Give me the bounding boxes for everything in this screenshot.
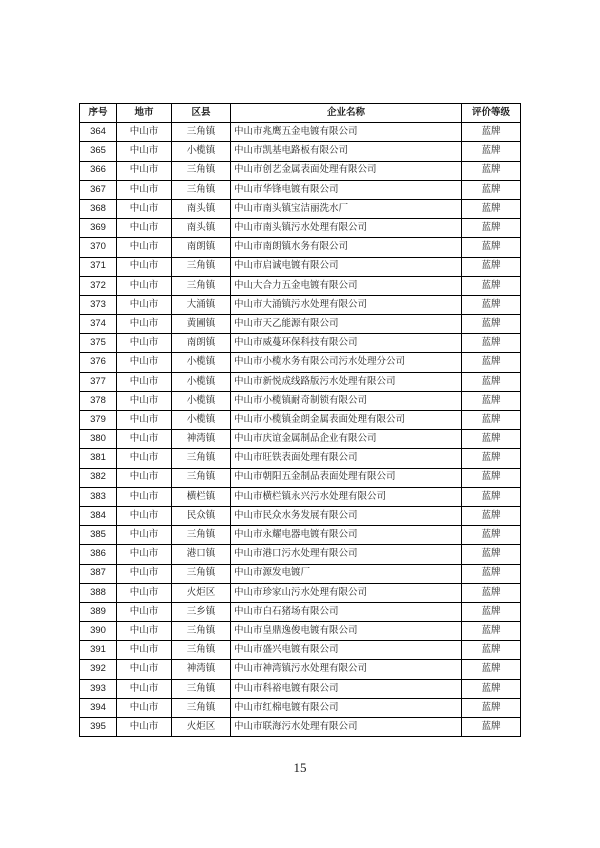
cell-no: 367	[80, 180, 117, 199]
cell-grade: 蓝牌	[462, 199, 521, 218]
cell-no: 368	[80, 199, 117, 218]
column-header-company: 企业名称	[231, 104, 462, 123]
cell-district: 三角镇	[172, 698, 231, 717]
cell-company: 中山市创艺金属表面处理有限公司	[231, 161, 462, 180]
table-row	[80, 142, 521, 161]
table-row	[80, 506, 521, 525]
table-row	[80, 698, 521, 717]
cell-grade: 蓝牌	[462, 718, 521, 737]
cell-company: 中山市皇鼎逸俊电镀有限公司	[231, 622, 462, 641]
cell-city: 中山市	[117, 660, 172, 679]
table-row	[80, 679, 521, 698]
table-row	[80, 660, 521, 679]
cell-city: 中山市	[117, 602, 172, 621]
cell-no: 386	[80, 545, 117, 564]
cell-no: 395	[80, 718, 117, 737]
cell-company: 中山市永耀电器电镀有限公司	[231, 526, 462, 545]
cell-company: 中山市盛兴电镀有限公司	[231, 641, 462, 660]
table-row	[80, 123, 521, 142]
cell-district: 三角镇	[172, 449, 231, 468]
cell-district: 三角镇	[172, 276, 231, 295]
table-header-row	[80, 104, 521, 123]
cell-grade: 蓝牌	[462, 391, 521, 410]
cell-company: 中山市南头镇宝洁丽洗水厂	[231, 199, 462, 218]
cell-district: 神湾镇	[172, 430, 231, 449]
table-row	[80, 161, 521, 180]
cell-no: 377	[80, 372, 117, 391]
cell-city: 中山市	[117, 411, 172, 430]
cell-grade: 蓝牌	[462, 641, 521, 660]
cell-company: 中山市小榄镇金朗金属表面处理有限公司	[231, 411, 462, 430]
cell-grade: 蓝牌	[462, 468, 521, 487]
cell-no: 376	[80, 353, 117, 372]
cell-city: 中山市	[117, 295, 172, 314]
table-row	[80, 526, 521, 545]
cell-no: 380	[80, 430, 117, 449]
cell-company: 中山市启诚电镀有限公司	[231, 257, 462, 276]
cell-no: 366	[80, 161, 117, 180]
cell-company: 中山市兆鹰五金电镀有限公司	[231, 123, 462, 142]
cell-grade: 蓝牌	[462, 602, 521, 621]
cell-city: 中山市	[117, 526, 172, 545]
table-row	[80, 564, 521, 583]
cell-company: 中山市华锋电镀有限公司	[231, 180, 462, 199]
cell-company: 中山市小榄水务有限公司污水处理分公司	[231, 353, 462, 372]
cell-grade: 蓝牌	[462, 238, 521, 257]
table-row	[80, 468, 521, 487]
cell-grade: 蓝牌	[462, 487, 521, 506]
cell-district: 三角镇	[172, 257, 231, 276]
cell-company: 中山大合力五金电镀有限公司	[231, 276, 462, 295]
cell-grade: 蓝牌	[462, 372, 521, 391]
cell-grade: 蓝牌	[462, 430, 521, 449]
cell-company: 中山市红棉电镀有限公司	[231, 698, 462, 717]
table-row	[80, 641, 521, 660]
cell-city: 中山市	[117, 622, 172, 641]
cell-city: 中山市	[117, 257, 172, 276]
table-row	[80, 257, 521, 276]
cell-grade: 蓝牌	[462, 161, 521, 180]
cell-district: 三角镇	[172, 468, 231, 487]
cell-district: 三角镇	[172, 161, 231, 180]
cell-district: 黄圃镇	[172, 315, 231, 334]
cell-district: 小榄镇	[172, 142, 231, 161]
cell-grade: 蓝牌	[462, 660, 521, 679]
cell-no: 389	[80, 602, 117, 621]
table-row	[80, 276, 521, 295]
cell-no: 374	[80, 315, 117, 334]
cell-no: 364	[80, 123, 117, 142]
cell-company: 中山市旺铁表面处理有限公司	[231, 449, 462, 468]
cell-city: 中山市	[117, 219, 172, 238]
table-row	[80, 372, 521, 391]
cell-city: 中山市	[117, 718, 172, 737]
cell-grade: 蓝牌	[462, 411, 521, 430]
cell-city: 中山市	[117, 180, 172, 199]
cell-company: 中山市凯基电路板有限公司	[231, 142, 462, 161]
cell-city: 中山市	[117, 506, 172, 525]
cell-grade: 蓝牌	[462, 353, 521, 372]
cell-no: 375	[80, 334, 117, 353]
cell-company: 中山市南朗镇水务有限公司	[231, 238, 462, 257]
cell-grade: 蓝牌	[462, 142, 521, 161]
cell-district: 三角镇	[172, 622, 231, 641]
table-row	[80, 180, 521, 199]
rating-table	[79, 103, 521, 737]
table-row	[80, 334, 521, 353]
cell-city: 中山市	[117, 641, 172, 660]
column-header-grade: 评价等级	[462, 104, 521, 123]
cell-no: 388	[80, 583, 117, 602]
cell-no: 369	[80, 219, 117, 238]
cell-grade: 蓝牌	[462, 449, 521, 468]
cell-no: 381	[80, 449, 117, 468]
table-row	[80, 449, 521, 468]
table-row	[80, 353, 521, 372]
cell-no: 385	[80, 526, 117, 545]
cell-city: 中山市	[117, 334, 172, 353]
cell-company: 中山市民众水务发展有限公司	[231, 506, 462, 525]
cell-district: 南朗镇	[172, 334, 231, 353]
cell-no: 394	[80, 698, 117, 717]
cell-district: 大涌镇	[172, 295, 231, 314]
cell-city: 中山市	[117, 449, 172, 468]
cell-no: 384	[80, 506, 117, 525]
cell-district: 小榄镇	[172, 372, 231, 391]
cell-grade: 蓝牌	[462, 315, 521, 334]
cell-company: 中山市白石猪场有限公司	[231, 602, 462, 621]
table-row	[80, 430, 521, 449]
cell-city: 中山市	[117, 430, 172, 449]
cell-city: 中山市	[117, 315, 172, 334]
cell-district: 港口镇	[172, 545, 231, 564]
cell-grade: 蓝牌	[462, 276, 521, 295]
table-row	[80, 487, 521, 506]
cell-city: 中山市	[117, 123, 172, 142]
cell-grade: 蓝牌	[462, 506, 521, 525]
cell-company: 中山市科裕电镀有限公司	[231, 679, 462, 698]
cell-no: 390	[80, 622, 117, 641]
cell-company: 中山市神湾镇污水处理有限公司	[231, 660, 462, 679]
cell-city: 中山市	[117, 698, 172, 717]
cell-company: 中山市港口污水处理有限公司	[231, 545, 462, 564]
table-row	[80, 411, 521, 430]
cell-company: 中山市威蔓环保科技有限公司	[231, 334, 462, 353]
cell-no: 370	[80, 238, 117, 257]
cell-city: 中山市	[117, 487, 172, 506]
cell-no: 387	[80, 564, 117, 583]
cell-city: 中山市	[117, 372, 172, 391]
cell-district: 神湾镇	[172, 660, 231, 679]
table-row	[80, 295, 521, 314]
cell-grade: 蓝牌	[462, 698, 521, 717]
cell-district: 三角镇	[172, 180, 231, 199]
cell-no: 382	[80, 468, 117, 487]
cell-grade: 蓝牌	[462, 123, 521, 142]
cell-company: 中山市珍家山污水处理有限公司	[231, 583, 462, 602]
cell-no: 393	[80, 679, 117, 698]
table-row	[80, 602, 521, 621]
cell-city: 中山市	[117, 564, 172, 583]
table-row	[80, 583, 521, 602]
cell-district: 三乡镇	[172, 602, 231, 621]
cell-company: 中山市源发电镀厂	[231, 564, 462, 583]
cell-no: 365	[80, 142, 117, 161]
cell-district: 南头镇	[172, 199, 231, 218]
cell-city: 中山市	[117, 545, 172, 564]
column-header-district: 区县	[172, 104, 231, 123]
cell-no: 378	[80, 391, 117, 410]
cell-district: 南头镇	[172, 219, 231, 238]
table-row	[80, 718, 521, 737]
cell-city: 中山市	[117, 583, 172, 602]
cell-city: 中山市	[117, 238, 172, 257]
cell-company: 中山市小榄镇耐奇制锁有限公司	[231, 391, 462, 410]
cell-grade: 蓝牌	[462, 295, 521, 314]
cell-district: 民众镇	[172, 506, 231, 525]
cell-no: 379	[80, 411, 117, 430]
cell-district: 三角镇	[172, 123, 231, 142]
cell-city: 中山市	[117, 199, 172, 218]
cell-city: 中山市	[117, 161, 172, 180]
column-header-no: 序号	[80, 104, 117, 123]
table-row	[80, 315, 521, 334]
cell-no: 372	[80, 276, 117, 295]
cell-district: 火炬区	[172, 718, 231, 737]
cell-company: 中山市朝阳五金制品表面处理有限公司	[231, 468, 462, 487]
table-row	[80, 219, 521, 238]
table-row	[80, 238, 521, 257]
cell-district: 火炬区	[172, 583, 231, 602]
cell-district: 三角镇	[172, 641, 231, 660]
cell-grade: 蓝牌	[462, 180, 521, 199]
cell-company: 中山市大涌镇污水处理有限公司	[231, 295, 462, 314]
cell-city: 中山市	[117, 142, 172, 161]
cell-grade: 蓝牌	[462, 622, 521, 641]
table-row	[80, 391, 521, 410]
table-row	[80, 545, 521, 564]
cell-district: 南朗镇	[172, 238, 231, 257]
cell-grade: 蓝牌	[462, 257, 521, 276]
cell-grade: 蓝牌	[462, 679, 521, 698]
cell-grade: 蓝牌	[462, 545, 521, 564]
table-row	[80, 622, 521, 641]
page-number: 15	[293, 760, 307, 775]
cell-company: 中山市庆谊金属制品企业有限公司	[231, 430, 462, 449]
cell-grade: 蓝牌	[462, 219, 521, 238]
cell-grade: 蓝牌	[462, 564, 521, 583]
cell-no: 371	[80, 257, 117, 276]
cell-district: 三角镇	[172, 526, 231, 545]
cell-city: 中山市	[117, 468, 172, 487]
table-row	[80, 199, 521, 218]
cell-no: 383	[80, 487, 117, 506]
cell-district: 三角镇	[172, 564, 231, 583]
cell-grade: 蓝牌	[462, 334, 521, 353]
column-header-city: 地市	[117, 104, 172, 123]
cell-company: 中山市联海污水处理有限公司	[231, 718, 462, 737]
cell-district: 小榄镇	[172, 391, 231, 410]
cell-district: 横栏镇	[172, 487, 231, 506]
cell-no: 391	[80, 641, 117, 660]
cell-grade: 蓝牌	[462, 583, 521, 602]
cell-city: 中山市	[117, 391, 172, 410]
cell-company: 中山市新悦成线路版污水处理有限公司	[231, 372, 462, 391]
cell-company: 中山市横栏镇永兴污水处理有限公司	[231, 487, 462, 506]
cell-district: 小榄镇	[172, 411, 231, 430]
cell-no: 392	[80, 660, 117, 679]
cell-district: 小榄镇	[172, 353, 231, 372]
cell-city: 中山市	[117, 276, 172, 295]
cell-grade: 蓝牌	[462, 526, 521, 545]
cell-city: 中山市	[117, 353, 172, 372]
cell-no: 373	[80, 295, 117, 314]
cell-district: 三角镇	[172, 679, 231, 698]
cell-company: 中山市南头镇污水处理有限公司	[231, 219, 462, 238]
cell-company: 中山市天乙能源有限公司	[231, 315, 462, 334]
cell-city: 中山市	[117, 679, 172, 698]
